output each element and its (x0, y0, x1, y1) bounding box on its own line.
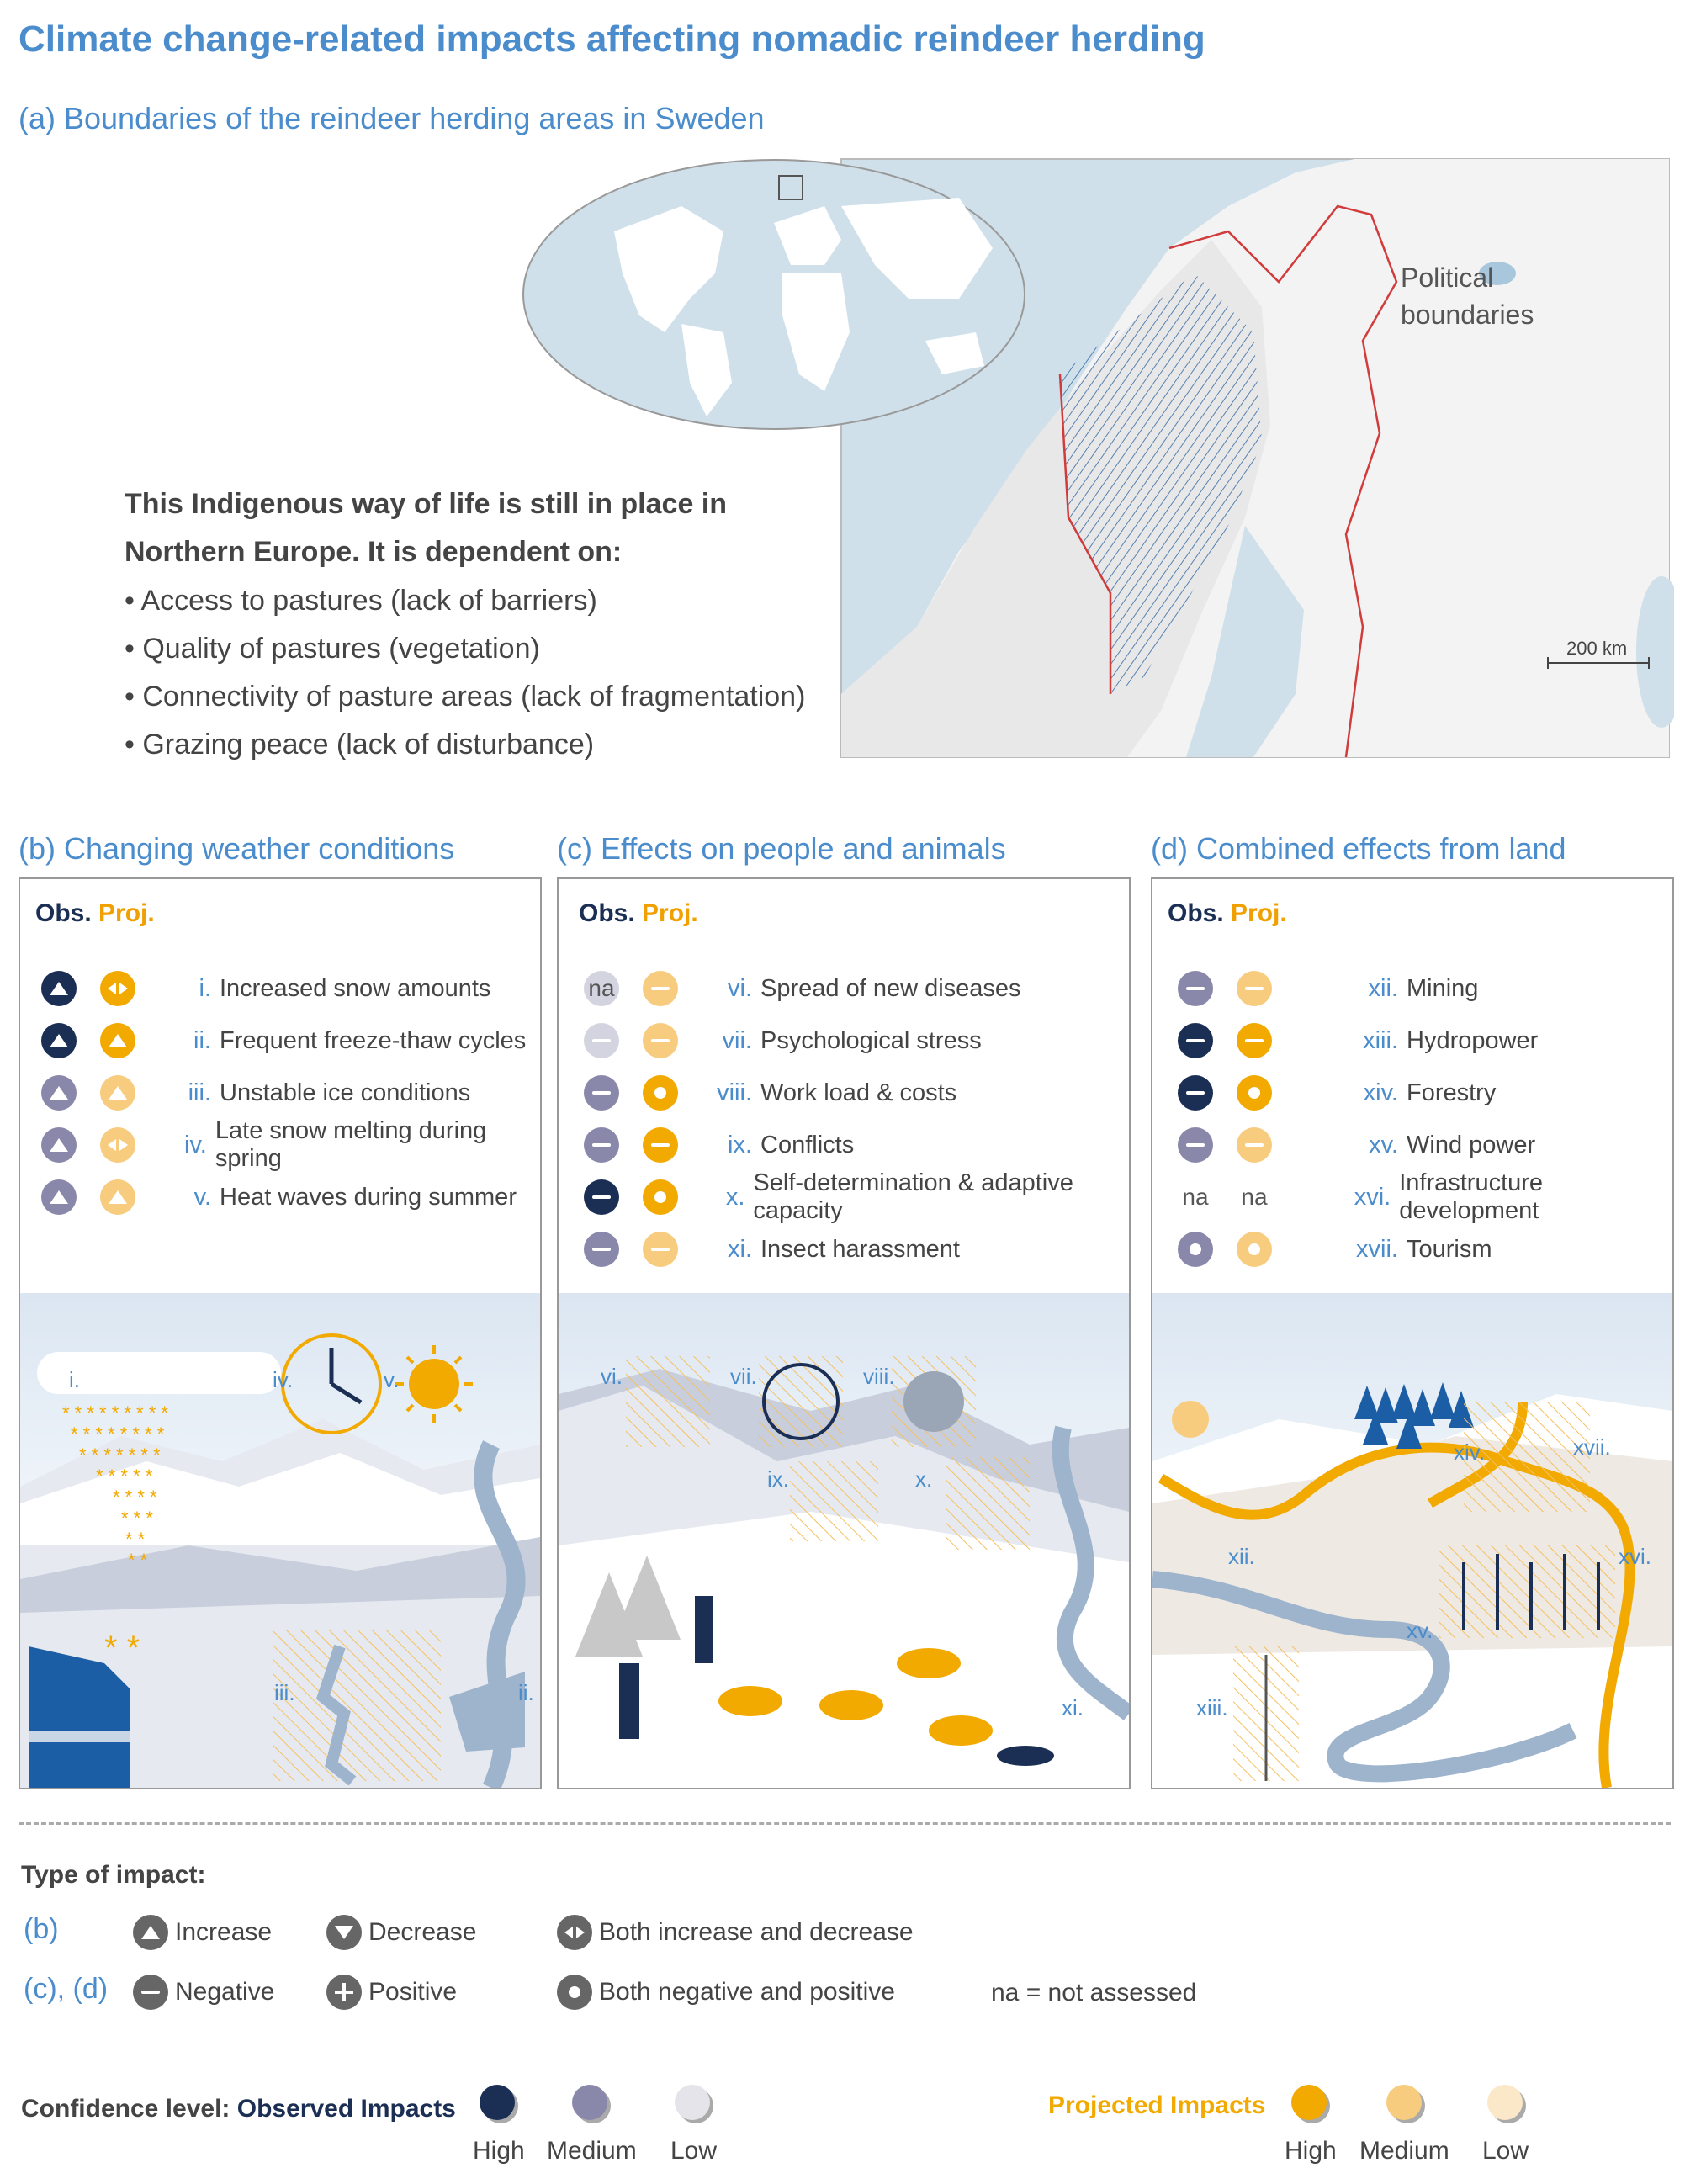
blurb-line-2: Northern Europe. It is dependent on: (125, 536, 623, 568)
impact-row (584, 968, 1021, 1009)
scene-tag: xvii. (1573, 1434, 1611, 1460)
observed-impacts-label: Observed Impacts (236, 2095, 456, 2123)
obs-minus-icon (1178, 1023, 1213, 1058)
obs-increase-icon (41, 971, 77, 1006)
svg-text:* * * * * * * *: * * * * * * * * (71, 1423, 165, 1445)
proj-high-label: High (1285, 2137, 1337, 2165)
reindeer-icon (718, 1686, 782, 1716)
proj-medium-swatch (1386, 2085, 1422, 2120)
legend-negative-label: Negative (175, 1978, 275, 2006)
obs-increase-icon (41, 1075, 77, 1111)
proj-na (1237, 1179, 1272, 1215)
obs-minus-icon (1178, 1075, 1213, 1111)
both-arrows-icon (557, 1915, 592, 1950)
scene-tag: xi. (1062, 1695, 1084, 1720)
obs-high-swatch (480, 2085, 515, 2120)
row-label: Insect harassment (760, 1235, 960, 1263)
obs-dot-icon (1178, 1232, 1213, 1267)
obs-increase-icon (41, 1127, 77, 1163)
row-label: Conflicts (760, 1131, 855, 1158)
impact-row (1178, 968, 1478, 1009)
map-label: Political boundaries (1401, 262, 1534, 330)
na-label: na (1182, 1184, 1209, 1210)
row-number: xvii. (1356, 1235, 1398, 1263)
proj-dot-icon (643, 1075, 678, 1111)
legend-both-neg-pos-label: Both negative and positive (599, 1978, 895, 2006)
obs-low-swatch (675, 2085, 710, 2120)
impact-row (41, 1020, 526, 1061)
scene-tag: vii. (730, 1364, 757, 1389)
proj-dot-icon (1237, 1075, 1272, 1111)
obs-low-label: Low (670, 2137, 718, 2165)
row-label: Work load & costs (760, 1079, 957, 1106)
legend-na: na = not assessed (991, 1979, 1197, 2006)
proj-both-arrows-icon (100, 1127, 135, 1163)
impact-row (584, 1073, 956, 1113)
impact-row (1178, 1020, 1538, 1061)
proj-low-swatch (1487, 2085, 1523, 2120)
impact-row (584, 1020, 982, 1061)
ice-zone (273, 1630, 441, 1781)
row-number: x. (725, 1183, 745, 1211)
scene-tag: x. (915, 1466, 933, 1492)
row-number: xiv. (1363, 1079, 1398, 1106)
impact-row (584, 1125, 854, 1165)
increase-icon (133, 1915, 168, 1950)
svg-text:* *: * * (128, 1550, 148, 1571)
row-number: ii. (193, 1026, 211, 1054)
proj-minus-icon (1237, 971, 1272, 1006)
legend-increase-label: Increase (175, 1918, 273, 1946)
row-label: Self-determination & adaptive capacity (753, 1169, 1073, 1224)
proj-header: Proj. (98, 899, 155, 927)
bullet-item: • Quality of pastures (vegetation) (125, 633, 540, 665)
bullet-item: • Access to pastures (lack of barriers) (125, 585, 597, 617)
svg-text:* * * * * * *: * * * * * * * (79, 1445, 161, 1466)
map-area (522, 156, 1674, 761)
scene-tag: i. (69, 1367, 80, 1392)
panel-d-label: (d) Combined effects from land (1151, 831, 1566, 866)
panel-c (557, 877, 1131, 1789)
impact-row (584, 1169, 1129, 1224)
scene-tag: viii. (863, 1364, 895, 1389)
row-number: iii. (188, 1079, 211, 1106)
scene-tag: iv. (273, 1367, 294, 1392)
row-number: xii. (1368, 974, 1398, 1002)
svg-text:* * *: * * * (121, 1508, 153, 1529)
proj-minus-icon (1237, 1023, 1272, 1058)
legend-both-neg-pos (557, 1975, 895, 2010)
bullet-item: • Connectivity of pasture areas (lack of fragmentation) (125, 681, 806, 713)
blurb-line-1: This Indigenous way of life is still in place in (125, 488, 728, 520)
row-label: Spread of new diseases (760, 974, 1021, 1002)
legend-both-inc-dec (557, 1915, 914, 1950)
herder-icon (695, 1596, 713, 1663)
divider (19, 1822, 1671, 1825)
reindeer-icon (819, 1690, 883, 1720)
proj-dot-icon (643, 1179, 678, 1215)
legend-increase (133, 1915, 272, 1950)
sun-icon (409, 1359, 459, 1409)
svg-text:* *: * * (125, 1529, 146, 1550)
scene-tag: xii. (1228, 1544, 1255, 1569)
row-number: ix. (728, 1131, 752, 1158)
row-number: xvi. (1354, 1183, 1391, 1211)
proj-increase-icon (100, 1075, 135, 1111)
legend-negative (133, 1975, 274, 2010)
obs-increase-icon (41, 1023, 77, 1058)
minus-icon (133, 1975, 168, 2010)
row-label: Tourism (1407, 1235, 1492, 1263)
row-number: xv. (1369, 1131, 1398, 1158)
row-number: viii. (717, 1079, 752, 1106)
obs-high-label: High (473, 2137, 525, 2165)
impact-row (1178, 1229, 1492, 1270)
proj-high-swatch (1291, 2085, 1327, 2120)
reindeer-icon (929, 1715, 993, 1746)
dot-icon (557, 1975, 592, 2010)
proj-dot-icon (1237, 1232, 1272, 1267)
scene-people (559, 1293, 1129, 1788)
scene-tag: xiii. (1196, 1695, 1228, 1720)
scene-tag: xvi. (1619, 1544, 1651, 1569)
obs-minus-icon (1178, 971, 1213, 1006)
row-label: Infrastructure development (1399, 1169, 1544, 1224)
panel-a-label: (a) Boundaries of the reindeer herding areas in Sweden (19, 101, 765, 135)
row-label: Wind power (1407, 1131, 1536, 1158)
svg-text:* * * *: * * * * (113, 1487, 157, 1508)
row-number: iv. (184, 1131, 207, 1158)
legend-positive (326, 1975, 457, 2010)
row-number: vii. (722, 1026, 752, 1054)
row-label: Unstable ice conditions (220, 1079, 471, 1106)
proj-medium-label: Medium (1359, 2137, 1449, 2165)
obs-medium-label: Medium (547, 2137, 637, 2165)
impact-row (1178, 1169, 1672, 1224)
proj-header: Proj. (642, 899, 698, 927)
obs-medium-swatch (572, 2085, 607, 2120)
row-number: xiii. (1363, 1026, 1398, 1054)
row-label: Heat waves during summer (220, 1183, 517, 1211)
obs-minus-icon (584, 1127, 619, 1163)
legend-cd-label: (c), (d) (24, 1973, 109, 2005)
obs-header: Obs. (579, 899, 635, 927)
row-label: Late snow melting during spring (215, 1117, 487, 1172)
proj-increase-icon (100, 1179, 135, 1215)
proj-minus-icon (643, 1127, 678, 1163)
row-label: Increased snow amounts (220, 974, 491, 1002)
svg-text:* *: * * (104, 1630, 140, 1667)
confidence-title (21, 2095, 456, 2123)
projected-impacts-label: Projected Impacts (1048, 2091, 1266, 2119)
scene-tag: ii. (518, 1680, 534, 1705)
proj-minus-icon (643, 971, 678, 1006)
conflict-icon (790, 1461, 878, 1541)
proj-minus-icon (1237, 1127, 1272, 1163)
svg-text:* * * * * * * * *: * * * * * * * * * (62, 1402, 168, 1423)
impact-row (41, 1117, 540, 1172)
decrease-icon (326, 1915, 362, 1950)
obs-minus-icon (584, 1075, 619, 1111)
impact-row (1178, 1125, 1535, 1165)
obs-header: Obs. (35, 899, 92, 927)
impact-row (1178, 1073, 1496, 1113)
impact-row (584, 1229, 960, 1270)
panel-b (19, 877, 542, 1789)
scene-tag: iii. (274, 1680, 295, 1705)
legend-both-inc-dec-label: Both increase and decrease (599, 1918, 914, 1946)
obs-header: Obs. (1168, 899, 1224, 927)
obs-minus-icon (584, 1232, 619, 1267)
na-label: na (1241, 1184, 1268, 1210)
disease-icon (626, 1356, 710, 1447)
row-number: xi. (728, 1235, 752, 1263)
proj-increase-icon (100, 1023, 135, 1058)
proj-minus-icon (643, 1023, 678, 1058)
scene-tag: v. (384, 1367, 400, 1392)
confidence-title-label: Confidence level: (21, 2095, 230, 2123)
row-number: v. (193, 1183, 211, 1211)
bullet-item: • Grazing peace (lack of disturbance) (125, 729, 595, 761)
obs-increase-icon (41, 1179, 77, 1215)
legend-positive-label: Positive (368, 1978, 458, 2006)
reindeer-lying-icon (997, 1746, 1054, 1766)
panel-d (1151, 877, 1674, 1789)
row-label: Mining (1407, 974, 1479, 1002)
page-title: Climate change-related impacts affecting nomadic reindeer herding (19, 19, 1205, 60)
scene-land (1152, 1293, 1672, 1788)
reindeer-icon (897, 1648, 961, 1678)
svg-text:* * * * *: * * * * * (96, 1466, 153, 1487)
proj-both-arrows-icon (100, 971, 135, 1006)
proj-header: Proj. (1231, 899, 1287, 927)
panel-b-label: (b) Changing weather conditions (19, 831, 455, 866)
stress-icon (759, 1356, 843, 1447)
na-label: na (588, 975, 615, 1001)
legend-decrease (326, 1915, 476, 1950)
scene-tag: xiv. (1454, 1439, 1486, 1465)
mining-icon (1172, 1401, 1209, 1438)
obs-minus-icon (1178, 1127, 1213, 1163)
scene-tag: ix. (767, 1466, 789, 1492)
legend-decrease-label: Decrease (368, 1918, 477, 1946)
obs-minus-icon (584, 1179, 619, 1215)
row-label: Frequent freeze-thaw cycles (220, 1026, 527, 1054)
row-number: i. (199, 974, 211, 1002)
scene-tag: xv. (1407, 1618, 1433, 1643)
row-label: Hydropower (1407, 1026, 1539, 1054)
impact-row (41, 1073, 470, 1113)
obs-na (1178, 1179, 1213, 1215)
legend-b-label: (b) (24, 1913, 59, 1945)
row-label: Psychological stress (760, 1026, 982, 1054)
self-determination-icon (946, 1457, 1030, 1550)
scene-tag: vi. (601, 1364, 623, 1389)
obs-na (584, 971, 619, 1006)
panel-c-label: (c) Effects on people and animals (557, 831, 1006, 866)
proj-low-label: Low (1482, 2137, 1529, 2165)
impact-row (41, 968, 490, 1009)
row-number: vi. (728, 974, 752, 1002)
plus-icon (326, 1975, 362, 2010)
row-label: Forestry (1407, 1079, 1497, 1106)
legend-title: Type of impact: (21, 1861, 206, 1889)
herder-icon-2 (619, 1663, 639, 1739)
scale-label: 200 km (1566, 638, 1628, 659)
obs-minus-icon (584, 1023, 619, 1058)
proj-minus-icon (643, 1232, 678, 1267)
impact-row (41, 1177, 517, 1217)
